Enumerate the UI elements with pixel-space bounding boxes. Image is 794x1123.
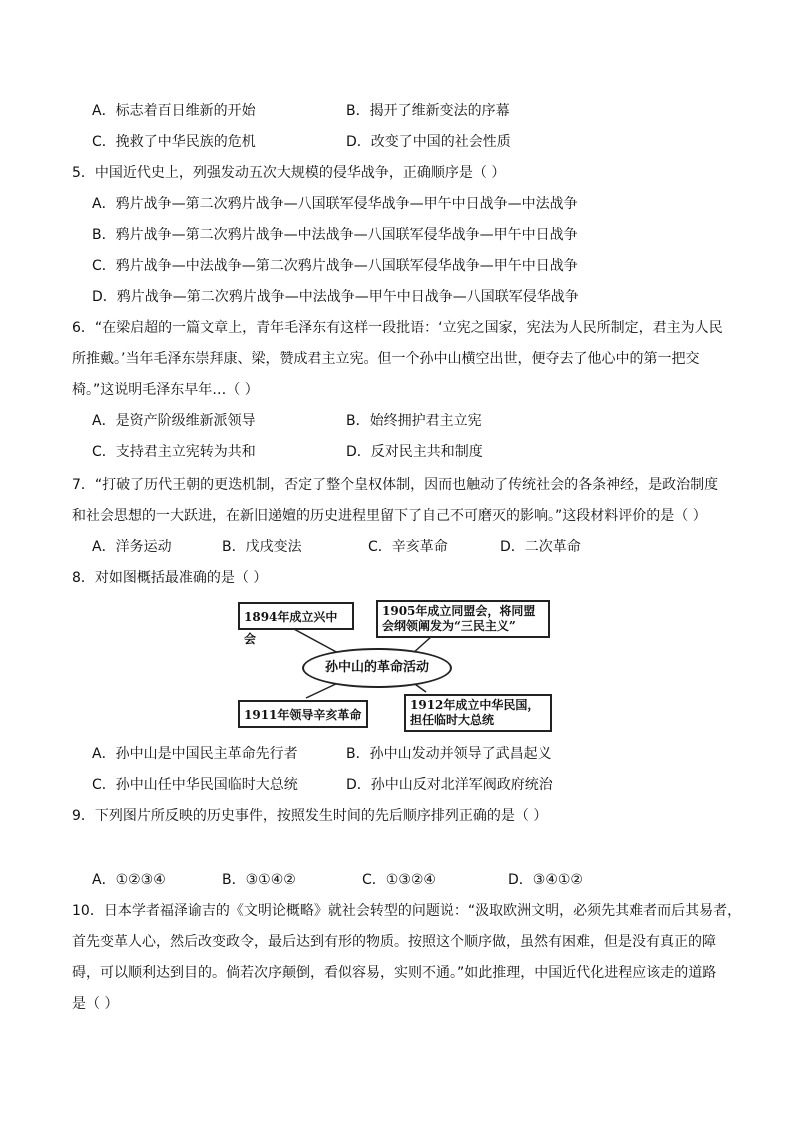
q9-option-c: C．①③②④ — [362, 872, 436, 888]
q5-option-a: A．鸦片战争—第二次鸦片战争—八国联军侵华战争—甲午中日战争—中法战争 — [92, 196, 578, 212]
q4-option-c: C．挽救了中华民族的危机 — [92, 134, 256, 150]
q4-option-b: B．揭开了维新变法的序幕 — [346, 103, 510, 119]
q9-option-d: D．③④①② — [508, 872, 583, 888]
q8-option-d: D．孙中山反对北洋军阀政府统治 — [346, 777, 553, 793]
q6-option-b: B．始终拥护君主立宪 — [346, 413, 482, 429]
q10-stem-line2: 首先变革人心，然后改变政令，最后达到有形的物质。按照这个顺序做，虽然有困难，但是没有真正的障 — [72, 934, 716, 950]
q6-stem-line3: 椅。”这说明毛泽东早年…（ ） — [72, 382, 259, 398]
q5-option-b: B．鸦片战争—第二次鸦片战争—中法战争—八国联军侵华战争—甲午中日战争 — [92, 227, 578, 243]
box-tongmenghui: 1905年成立同盟会，将同盟会纲领阐发为“三民主义” — [376, 600, 550, 638]
q7-option-c: C．辛亥革命 — [368, 539, 448, 555]
q7-option-d: D．二次革命 — [500, 539, 581, 555]
box-xingzhonghui: 1894年成立兴中会 — [238, 602, 354, 630]
q9-option-b: B．③①④② — [222, 872, 296, 888]
q10-stem-line4: 是（ ） — [72, 996, 119, 1012]
center-ellipse: 孙中山的革命活动 — [302, 648, 452, 688]
connector-top-left — [292, 628, 340, 654]
q10-stem-line3: 碍，可以顺利达到目的。倘若次序颠倒，看似容易，实则不通。”如此推理，中国近代化进程应该走的道路 — [72, 965, 717, 981]
box-republic-of-china: 1912年成立中华民国，担任临时大总统 — [404, 694, 552, 732]
q7-stem-line2: 和社会思想的一大跃进，在新旧递嬗的历史进程里留下了自己不可磨灭的影响。”这段材料评价的是（ ） — [72, 508, 707, 524]
q7-option-a: A．洋务运动 — [92, 539, 172, 555]
q10-stem-line1: 10．日本学者福泽谕吉的《文明论概略》就社会转型的问题说：“汲取欧洲文明，必须先其难者而后其易者， — [72, 903, 742, 919]
q6-stem-line2: 所推戴。’当年毛泽东崇拜康、梁，赞成君主立宪。但一个孙中山横空出世，便夺去了他心中的第一把交 — [72, 351, 700, 367]
q8-option-a: A．孙中山是中国民主革命先行者 — [92, 746, 298, 762]
q6-option-d: D．反对民主共和制度 — [346, 444, 483, 460]
q7-option-b: B．戊戌变法 — [222, 539, 302, 555]
sun-yatsen-diagram — [236, 598, 556, 736]
q6-option-a: A．是资产阶级维新派领导 — [92, 413, 256, 429]
q7-stem-line1: 7．“打破了历代王朝的更迭机制，否定了整个皇权体制，因而也触动了传统社会的各条神经，是政治制度 — [72, 477, 719, 493]
q9-stem: 9．下列图片所反映的历史事件，按照发生时间的先后顺序排列正确的是（ ） — [72, 808, 548, 824]
q8-option-b: B．孙中山发动并领导了武昌起义 — [346, 746, 552, 762]
box-xinhai-revolution: 1911年领导辛亥革命 — [238, 700, 368, 728]
q5-stem: 5．中国近代史上，列强发动五次大规模的侵华战争，正确顺序是（ ） — [72, 165, 506, 181]
q6-stem-line1: 6．“在梁启超的一篇文章上，青年毛泽东有这样一段批语：‘立宪之国家，宪法为人民所制定，君主为人民 — [72, 320, 723, 336]
q5-option-d: D．鸦片战争—第二次鸦片战争—中法战争—甲午中日战争—八国联军侵华战争 — [92, 289, 579, 305]
q8-option-c: C．孙中山任中华民国临时大总统 — [92, 777, 298, 793]
q6-option-c: C．支持君主立宪转为共和 — [92, 444, 256, 460]
q4-option-d: D．改变了中国的社会性质 — [346, 134, 511, 150]
q9-option-a: A．①②③④ — [92, 872, 166, 888]
q4-option-a: A．标志着百日维新的开始 — [92, 103, 256, 119]
q5-option-c: C．鸦片战争—中法战争—第二次鸦片战争—八国联军侵华战争—甲午中日战争 — [92, 258, 578, 274]
q8-stem: 8．对如图概括最准确的是（ ） — [72, 570, 268, 586]
